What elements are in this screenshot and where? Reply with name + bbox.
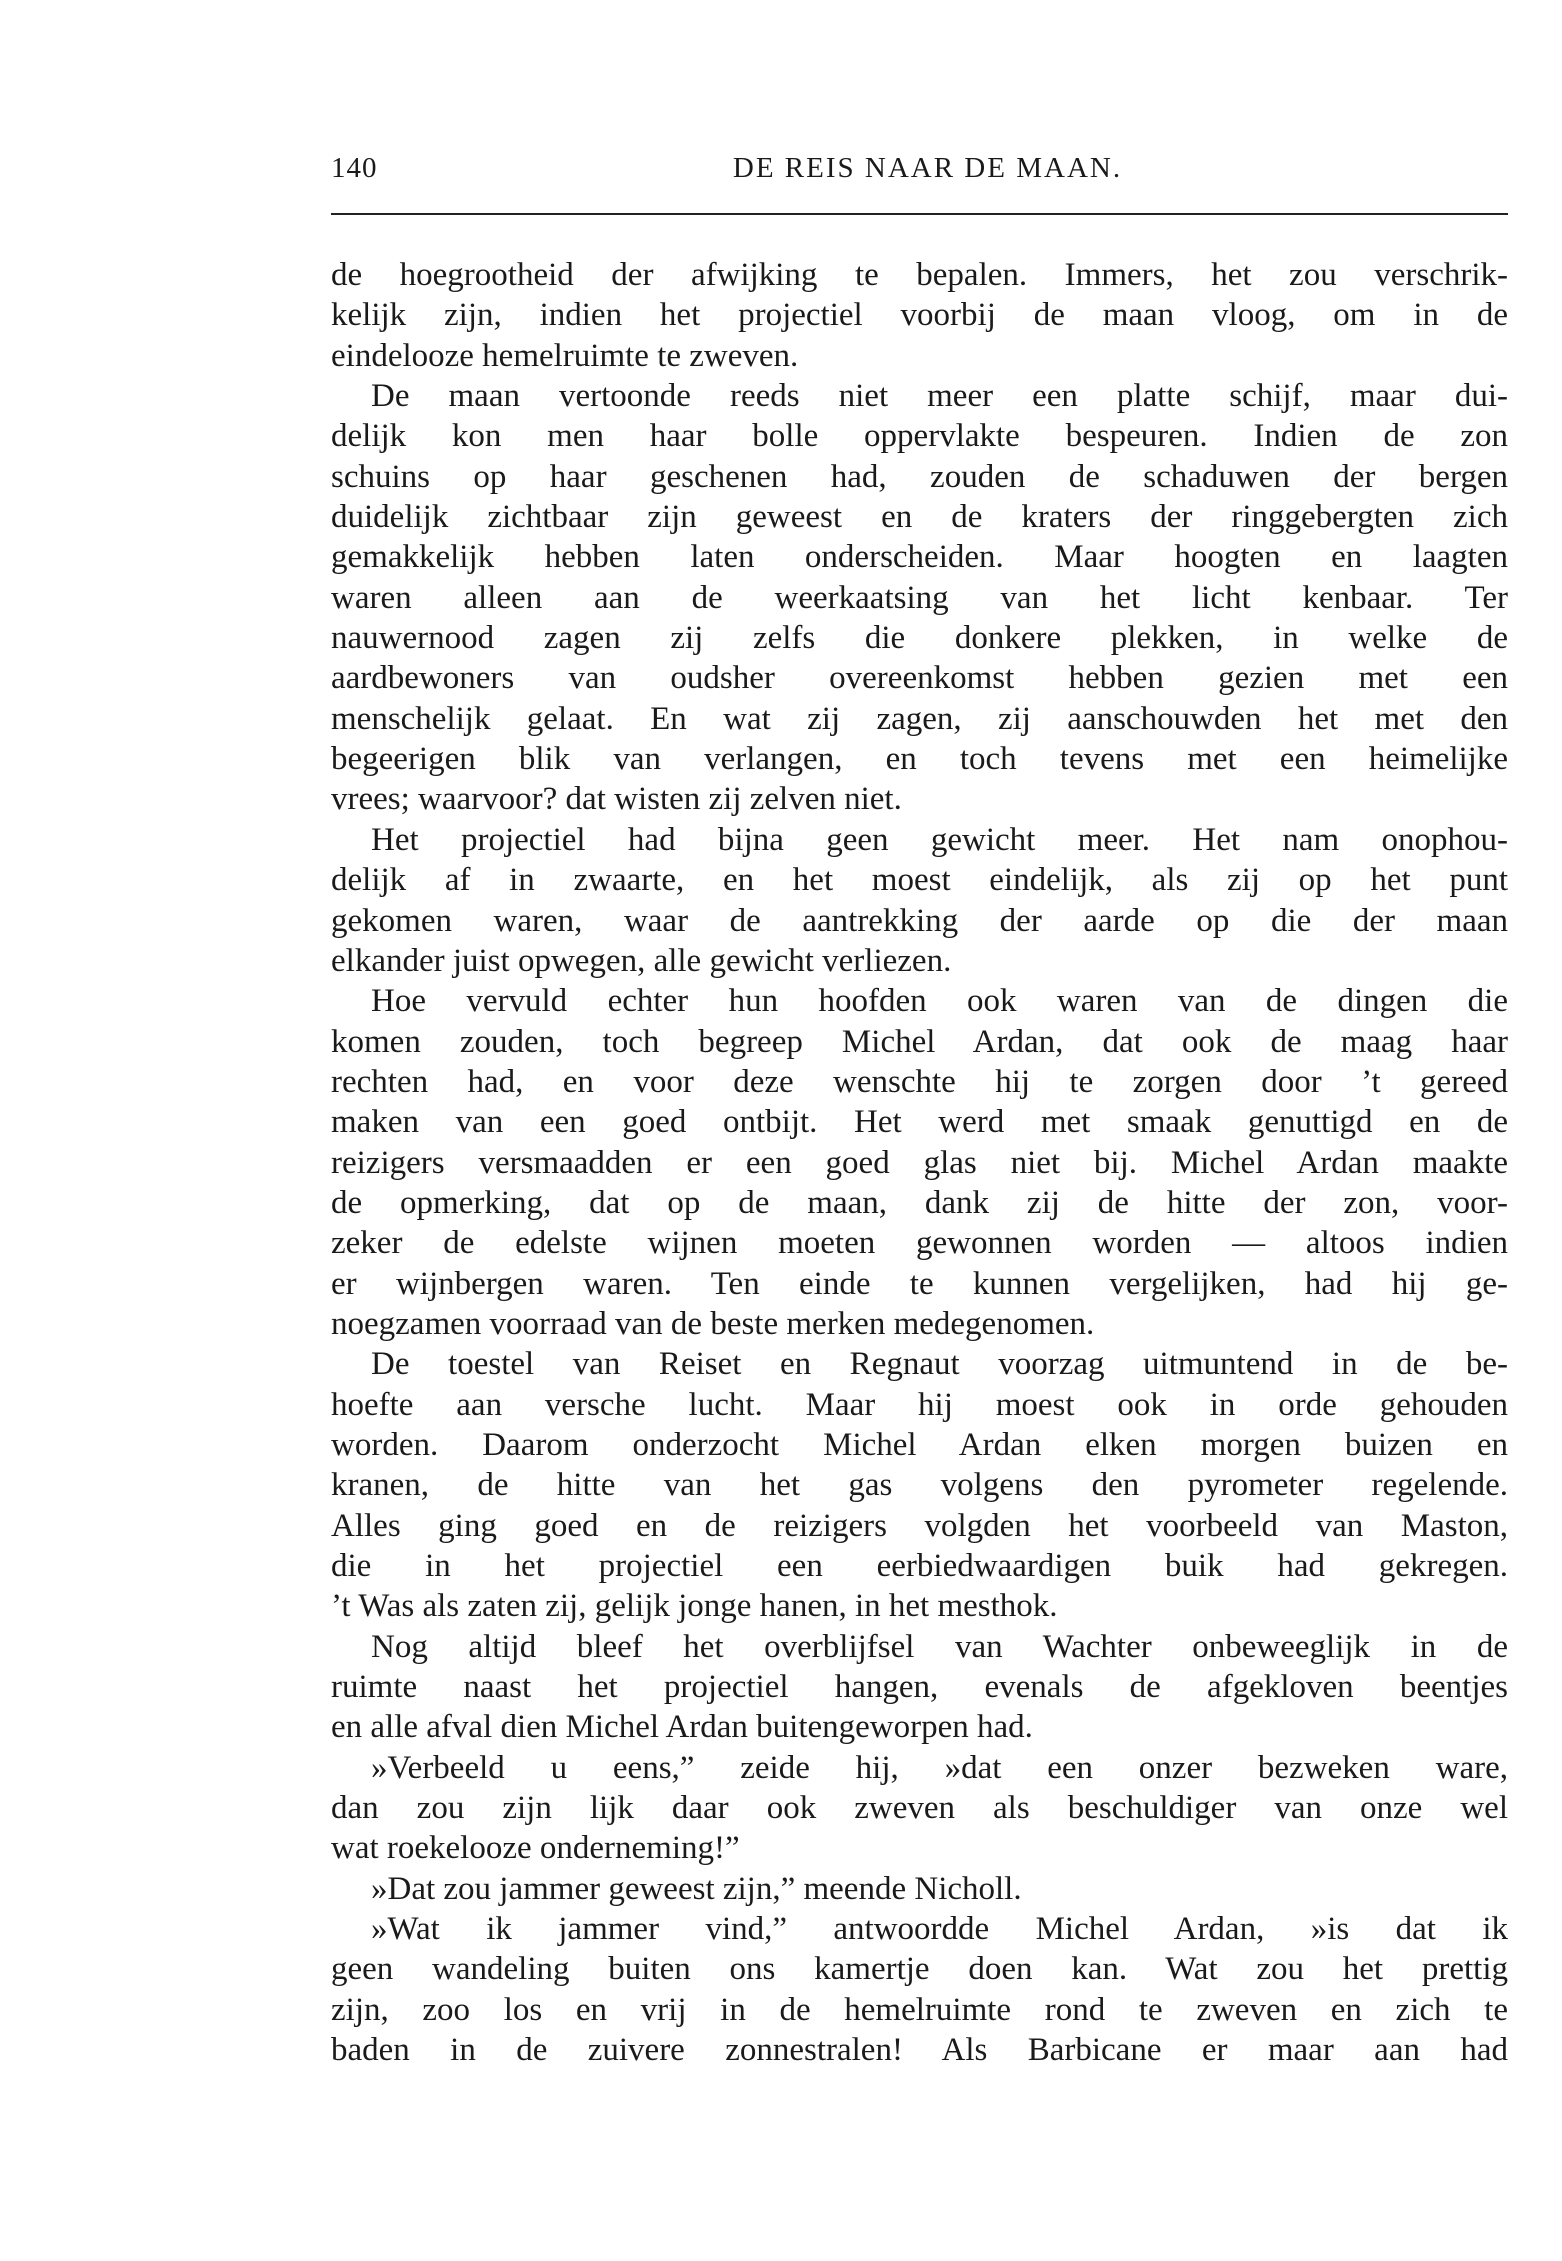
- text-line: schuins op haar geschenen had, zouden de schaduwen der bergen: [331, 458, 1508, 495]
- text-line: ruimte naast het projectiel hangen, evenals de afgekloven beentjes: [331, 1669, 1508, 1706]
- text-line: gemakkelijk hebben laten onderscheiden. Maar hoogten en laagten: [331, 539, 1508, 576]
- text-line: de hoegrootheid der afwijking te bepalen. Immers, het zou verschrik-: [331, 257, 1508, 293]
- paragraph: [331, 1344, 1508, 1626]
- text-line: Hoe vervuld echter hun hoofden ook waren van de dingen die: [371, 983, 1508, 1020]
- text-line: worden. Daarom onderzocht Michel Ardan elken morgen buizen en: [331, 1426, 1508, 1463]
- text-line: gekomen waren, waar de aantrekking der aarde op die der maan: [331, 902, 1508, 939]
- text-line: delijk af in zwaarte, en het moest eindelijk, als zij op het punt: [331, 862, 1508, 899]
- text-line: De maan vertoonde reeds niet meer een platte schijf, maar dui-: [371, 378, 1508, 415]
- text-line: Alles ging goed en de reizigers volgden het voorbeeld van Maston,: [331, 1507, 1508, 1544]
- paragraph: [331, 376, 1508, 820]
- text-line: de opmerking, dat op de maan, dank zij de hitte der zon, voor-: [331, 1184, 1508, 1221]
- text-line: reizigers versmaadden er een goed glas niet bij. Michel Ardan maakte: [331, 1144, 1508, 1181]
- text-line: kelijk zijn, indien het projectiel voorbij de maan vloog, om in de: [331, 297, 1508, 334]
- text-line: »Wat ik jammer vind,” antwoordde Michel Ardan, »is dat ik: [371, 1911, 1508, 1948]
- header-rule: [331, 213, 1508, 215]
- text-line: die in het projectiel een eerbiedwaardigen buik had gekregen.: [331, 1548, 1508, 1584]
- text-line: waren alleen aan de weerkaatsing van het licht kenbaar. Ter: [331, 579, 1508, 616]
- page-body: [331, 255, 1508, 2070]
- text-line: begeerigen blik van verlangen, en toch tevens met een heimelijke: [331, 741, 1508, 778]
- text-line: wat roekelooze onderneming!”: [331, 1830, 740, 1867]
- paragraph: [331, 820, 1508, 981]
- text-line: delijk kon men haar bolle oppervlakte bespeuren. Indien de zon: [331, 418, 1508, 455]
- text-line: rechten had, en voor deze wenschte hij te zorgen door ’t gereed: [331, 1063, 1508, 1100]
- text-line: baden in de zuivere zonnestralen! Als Barbicane er maar aan had: [331, 2032, 1508, 2069]
- text-line: zeker de edelste wijnen moeten gewonnen worden — altoos indien: [331, 1225, 1508, 1262]
- paragraph: [331, 1627, 1508, 1748]
- text-line: komen zouden, toch begreep Michel Ardan, dat ook de maag haar: [331, 1023, 1508, 1060]
- text-line: menschelijk gelaat. En wat zij zagen, zij aanschouwden het met den: [331, 700, 1508, 737]
- text-line: kranen, de hitte van het gas volgens den pyrometer regelende.: [331, 1467, 1508, 1504]
- running-title: DE REIS NAAR DE MAAN.: [732, 152, 1123, 184]
- paragraph: [331, 981, 1508, 1344]
- text-line: »Dat zou jammer geweest zijn,” meende Nicholl.: [371, 1870, 1022, 1907]
- page-number: 140: [331, 152, 378, 184]
- text-line: aardbewoners van oudsher overeenkomst hebben gezien met een: [331, 660, 1508, 697]
- text-line: »Verbeeld u eens,” zeide hij, »dat een onzer bezweken ware,: [371, 1749, 1508, 1786]
- text-line: Nog altijd bleef het overblijfsel van Wachter onbeweeglijk in de: [371, 1628, 1508, 1665]
- text-line: geen wandeling buiten ons kamertje doen kan. Wat zou het prettig: [331, 1951, 1508, 1988]
- paragraph: [331, 255, 1508, 376]
- text-line: zijn, zoo los en vrij in de hemelruimte rond te zweven en zich te: [331, 1991, 1508, 2028]
- text-line: ’t Was als zaten zij, gelijk jonge hanen, in het mesthok.: [331, 1588, 1058, 1625]
- text-line: De toestel van Reiset en Regnaut voorzag uitmuntend in de be-: [371, 1346, 1508, 1383]
- paragraph: [331, 1909, 1508, 2070]
- paragraph: [331, 1869, 1508, 1909]
- text-line: hoefte aan versche lucht. Maar hij moest ook in orde gehouden: [331, 1386, 1508, 1423]
- paragraph: [331, 1748, 1508, 1869]
- text-line: vrees; waarvoor? dat wisten zij zelven niet.: [331, 781, 902, 818]
- text-line: dan zou zijn lijk daar ook zweven als beschuldiger van onze wel: [331, 1790, 1508, 1827]
- text-line: noegzamen voorraad van de beste merken medegenomen.: [331, 1305, 1095, 1342]
- text-line: duidelijk zichtbaar zijn geweest en de kraters der ringgebergten zich: [331, 499, 1508, 536]
- text-line: er wijnbergen waren. Ten einde te kunnen vergelijken, had hij ge-: [331, 1265, 1508, 1302]
- text-line: elkander juist opwegen, alle gewicht verliezen.: [331, 942, 952, 979]
- text-line: eindelooze hemelruimte te zweven.: [331, 337, 799, 374]
- text-line: nauwernood zagen zij zelfs die donkere plekken, in welke de: [331, 620, 1508, 657]
- text-line: maken van een goed ontbijt. Het werd met smaak genuttigd en de: [331, 1104, 1508, 1141]
- text-line: en alle afval dien Michel Ardan buitengeworpen had.: [331, 1709, 1033, 1746]
- text-line: Het projectiel had bijna geen gewicht meer. Het nam onophou-: [371, 821, 1508, 858]
